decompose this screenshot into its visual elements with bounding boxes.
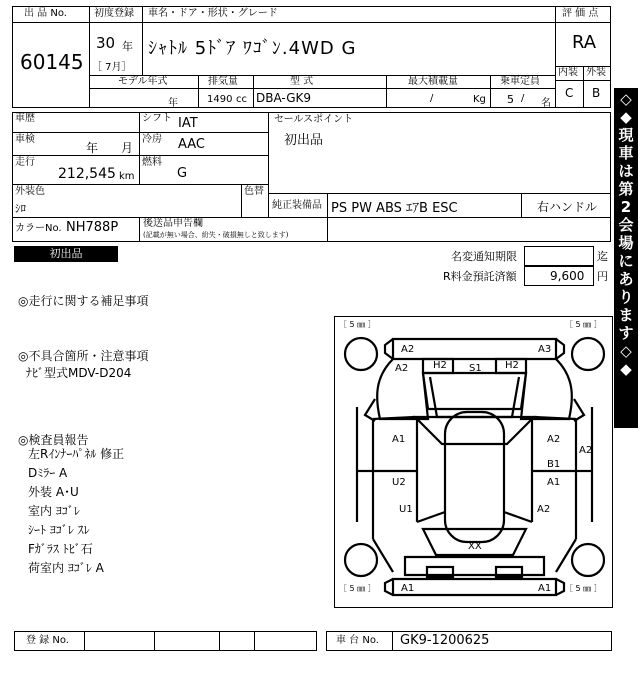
chassis-number-value: GK9-1200625 (400, 633, 490, 648)
inspector-report-item: 荷室内 ﾖｺﾞﾚ A (28, 561, 104, 575)
damage-front-bumper-right: A3 (538, 344, 552, 355)
recycle-value: 9,600 (550, 269, 585, 283)
mileage-value: 212,545 (58, 166, 116, 182)
model-year-unit: 年 (168, 98, 178, 109)
registration-number-label: 登 録 No. (26, 635, 69, 646)
deadline-unit: 迄 (597, 250, 608, 263)
damage-door-rear-right-top: B1 (547, 459, 561, 470)
damage-sill-left: U1 (399, 504, 413, 515)
recycle-label: R料金預託済額 (443, 270, 517, 283)
aftermarket-note: (記載が無い場合、紛失・破損無しと致します) (143, 231, 289, 239)
rating-label: 評 価 点 (562, 8, 599, 19)
damage-rear-bumper-right: A1 (538, 583, 552, 594)
exterior-color-value: ｼﾛ (15, 202, 26, 215)
inspector-report-item: Fｶﾞﾗｽ ﾄﾋﾞ石 (28, 542, 93, 556)
inspector-report-item: 室内 ﾖｺﾞﾚ (28, 504, 80, 518)
registration-deadline-label: 名変通知期限 (451, 250, 517, 263)
damage-rear-bumper-left: A1 (401, 583, 415, 594)
lot-number: 60145 (20, 50, 84, 74)
defects-label: ◎不具合箇所・注意事項 (18, 349, 149, 363)
lot-number-label: 出 品 No. (24, 8, 67, 19)
fuel-label: 燃料 (142, 157, 162, 168)
driving-remarks-label: ◎走行に関する補足事項 (18, 294, 149, 308)
defects-value: ﾅﾋﾞ型式MDV-D204 (26, 366, 132, 380)
tire-tread-front-left: ［ 5 ㎜ ］ (339, 320, 376, 329)
color-no-label: カラーNo. (15, 223, 62, 234)
first-listing-tab: 初出品 (14, 246, 118, 262)
venue-banner (614, 88, 638, 428)
equipment-value: PS PW ABS ｴｱB ESC (331, 201, 458, 216)
history-label: 車歴 (15, 113, 35, 124)
interior-grade: C (565, 86, 574, 100)
damage-door-rear-left: U2 (392, 477, 406, 488)
inspection-label: 車検 (15, 134, 35, 145)
model-label: 型 式 (290, 76, 314, 87)
inspector-report-item: Dﾐﾗｰ A (28, 466, 68, 480)
first-registration-month: ［ 7月］ (92, 62, 132, 73)
shift-label: シフト (142, 113, 172, 124)
damage-front-bumper-left: A2 (401, 344, 415, 355)
displacement-value: 1490 (207, 94, 233, 105)
displacement-label: 排気量 (208, 76, 238, 87)
inspector-report-item: 左Rｲﾝﾅｰﾊﾟﾈﾙ 修正 (28, 447, 125, 461)
mileage-label: 走行 (15, 157, 35, 168)
equipment-label: 純正装備品 (272, 200, 322, 211)
color-no-value: NH788P (66, 220, 119, 235)
rating-value: RA (572, 32, 597, 53)
shift-value: IAT (178, 116, 198, 131)
exterior-color-label: 外装色 (15, 186, 45, 197)
damage-door-rear-right-bottom: A1 (547, 477, 561, 488)
recolor-label: 色替 (244, 186, 264, 197)
max-load-label: 最大積載量 (408, 76, 458, 87)
damage-fender-left: A2 (395, 363, 409, 374)
inspector-report-item: 外装 A･U (28, 485, 79, 499)
tire-tread-rear-left: ［ 5 ㎜ ］ (339, 584, 376, 593)
damage-door-front-right: A2 (547, 434, 561, 445)
tire-tread-front-right: ［ 5 ㎜ ］ (565, 320, 602, 329)
fuel-value: G (177, 166, 188, 181)
capacity-unit: 名 (541, 98, 551, 109)
first-registration-year: 30 (96, 34, 116, 52)
aftermarket-label: 後送品申告欄 (143, 218, 203, 229)
details-block (12, 112, 269, 218)
inspector-report-list (28, 445, 124, 578)
mileage-unit: km (119, 171, 135, 182)
year-unit: 年 (122, 40, 133, 53)
ac-value: AAC (178, 137, 205, 152)
inspector-report-item: ｼｰﾄ ﾖｺﾞﾚ ｽﾚ (28, 523, 90, 537)
damage-headlight-right: H2 (505, 360, 519, 371)
car-name-label: 車名・ドア・形状・グレード (148, 8, 278, 19)
damage-mirror-right: A2 (579, 445, 593, 456)
damage-rear-glass: XX (468, 541, 482, 552)
displacement-unit: cc (236, 94, 247, 105)
registration-deadline-box (524, 246, 594, 266)
exterior-label: 外装 (586, 67, 606, 78)
venue-banner-text: ◇ ◆ 現 車 は 第 2 会 場 に あ り ま す ◇ ◆ (618, 90, 634, 378)
max-load-unit: Kg (473, 94, 486, 105)
sales-point-value: 初出品 (284, 133, 324, 148)
capacity-label: 乗車定員 (500, 76, 540, 87)
car-diagram (334, 316, 613, 608)
damage-door-front-left: A1 (392, 434, 406, 445)
sales-point-label: セールスポイント (274, 114, 354, 125)
car-outline (335, 317, 614, 609)
interior-label: 内装 (558, 67, 578, 78)
damage-quarter-right: A2 (537, 504, 551, 515)
inspection-month: 月 (121, 141, 134, 155)
steering-value: 右ハンドル (537, 200, 598, 214)
damage-hood: S1 (469, 363, 482, 374)
model-year-label: モデル年式 (118, 76, 168, 87)
damage-headlight-left: H2 (433, 360, 447, 371)
inspection-year: 年 (86, 141, 99, 155)
capacity-slash: / (521, 93, 525, 104)
ac-label: 冷房 (142, 134, 162, 145)
model-value: DBA-GK9 (256, 91, 311, 105)
exterior-grade: B (592, 86, 601, 100)
recycle-unit: 円 (597, 270, 608, 283)
car-name: ｼｬﾄﾙ 5ﾄﾞｱ ﾜｺﾞﾝ.4WD G (148, 38, 357, 59)
tire-tread-rear-right: ［ 5 ㎜ ］ (565, 584, 602, 593)
capacity-value: 5 (507, 93, 514, 106)
max-load-slash: / (430, 93, 434, 104)
inspector-report-label: ◎検査員報告 (18, 433, 89, 447)
first-registration-label: 初度登録 (94, 8, 134, 19)
chassis-number-label: 車 台 No. (336, 635, 379, 646)
